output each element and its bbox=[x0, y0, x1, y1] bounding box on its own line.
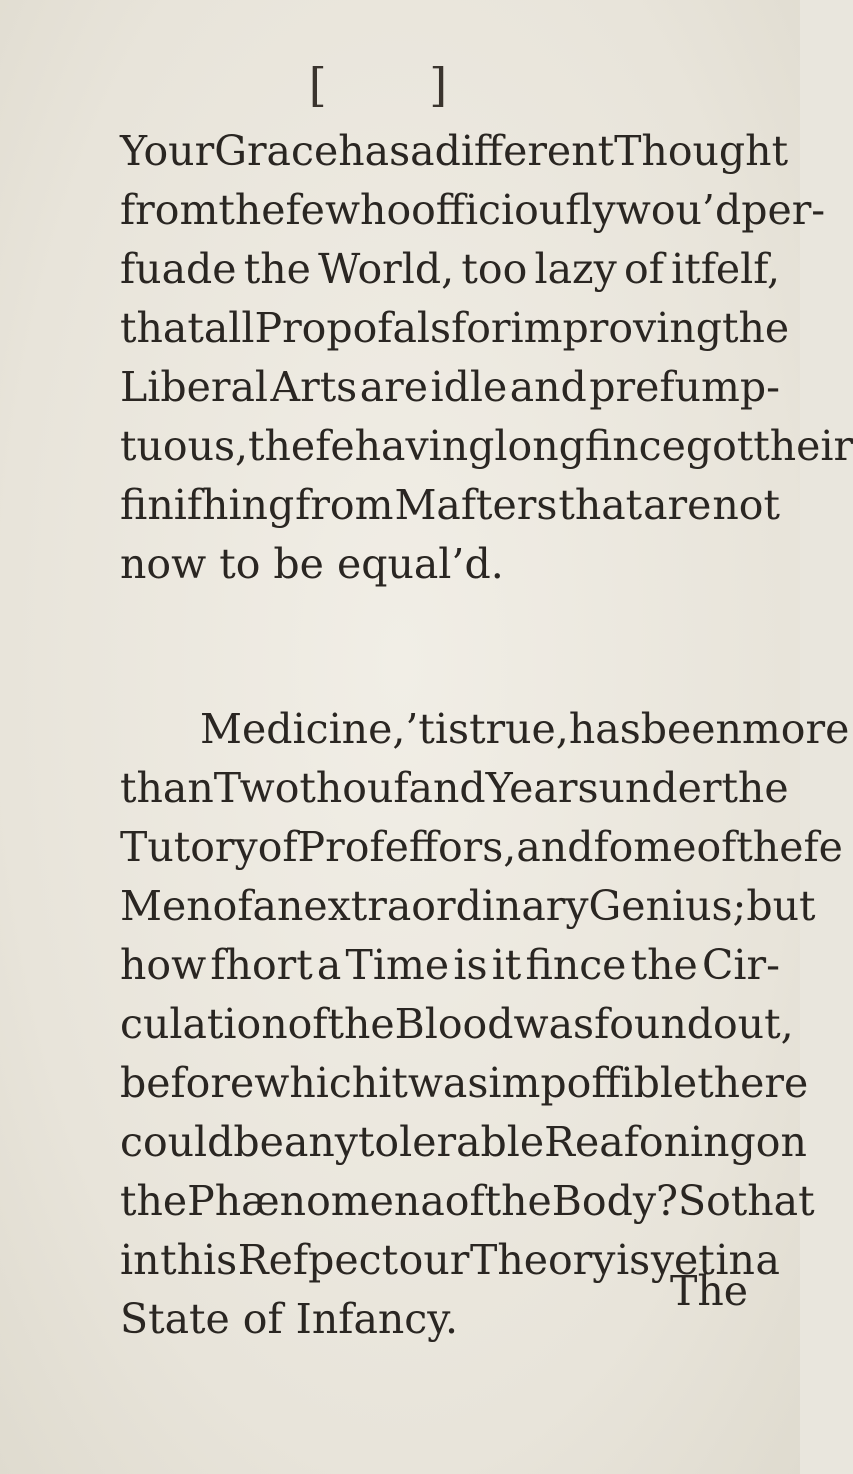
text-line: Your Grace has a different Thought bbox=[120, 127, 789, 175]
text-line: finifhing from Mafters that are not bbox=[120, 481, 780, 529]
text-line: than Two thoufand Years under the bbox=[120, 764, 789, 812]
paragraph-2 bbox=[120, 700, 850, 1349]
text-line: Medicine, ’tis true, has been more bbox=[200, 705, 850, 753]
text-line: from thefe who officioufly wou’d per- bbox=[120, 186, 826, 234]
paragraph-1 bbox=[120, 122, 853, 594]
text-line: how fhort a Time is it fince the Cir- bbox=[120, 941, 780, 989]
text-line: now to be equal’d. bbox=[120, 540, 504, 588]
text-line: State of Infancy. bbox=[120, 1295, 459, 1343]
text-line: Liberal Arts are idle and prefump- bbox=[120, 363, 780, 411]
catchword: The bbox=[669, 1267, 748, 1315]
text-line: fuade the World, too lazy of itfelf, bbox=[120, 245, 780, 293]
text-line: Tutory of Profeffors, and fome of thefe bbox=[120, 823, 843, 871]
text-line: tuous, thefe having long fince got their bbox=[120, 422, 853, 470]
text-line: in this Refpect our Theory is yet in a bbox=[120, 1236, 780, 1284]
text-line: before which it was impoffible there bbox=[120, 1059, 809, 1107]
page-number-bracket: [ ] bbox=[308, 58, 492, 112]
text-line: culation of the Blood was found out, bbox=[120, 1000, 794, 1048]
text-line: Men of an extraordinary Genius; but bbox=[120, 882, 816, 930]
text-line: could be any tolerable Reafoning on bbox=[120, 1118, 807, 1166]
text-line: the Phænomena of the Body? So that bbox=[120, 1177, 815, 1225]
text-line: that all Propofals for improving the bbox=[120, 304, 790, 352]
